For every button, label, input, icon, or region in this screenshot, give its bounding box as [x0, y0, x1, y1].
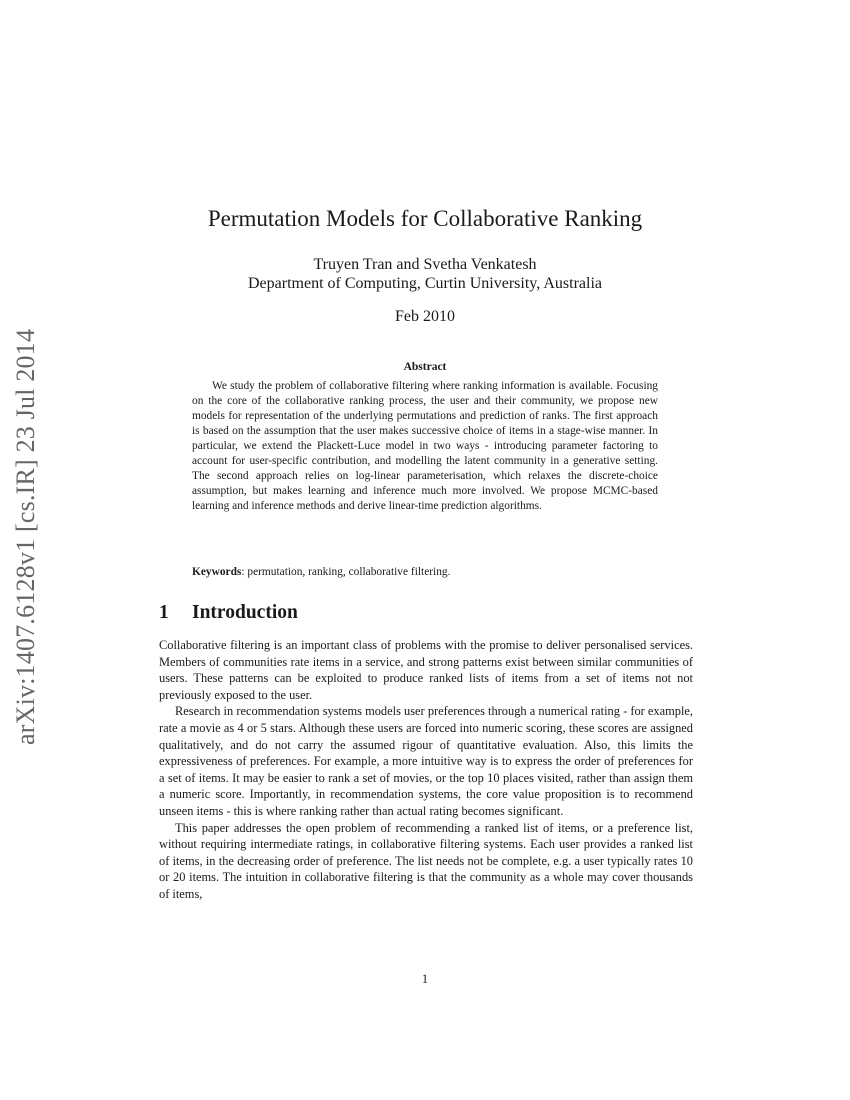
arxiv-identifier: arXiv:1407.6128v1 [cs.IR] 23 Jul 2014 — [11, 328, 40, 745]
paper-date: Feb 2010 — [395, 308, 455, 325]
paper-title: Permutation Models for Collaborative Ranking — [207, 206, 643, 231]
keywords-label: Keywords — [192, 566, 242, 578]
body-paragraph-2: Research in recommendation systems models user preferences through a numerical rating - for example, rate a movie as 4 or 5 stars. Although these users are forced into numeric scoring, these scores are assigned qualitatively, and do not carry the assumed rigour of quantitative evaluation. Also, this limits the expressiveness of preferences. For example, a more intuitive way is to express the order of preferences for a set of items. It may be easier to rank a set of movies, or the top 10 places visited, rather than assign them a numeric score. Importantly, in recommendation systems, the core value proposition is to recommend unseen items - this is where ranking rather than actual rating becomes significant. — [159, 704, 693, 818]
section-title: Introduction — [192, 602, 298, 623]
abstract-heading: Abstract — [403, 361, 447, 373]
section-heading-introduction — [159, 602, 298, 624]
author-affiliation: Department of Computing, Curtin University, Australia — [247, 275, 603, 292]
section-number: 1 — [159, 602, 169, 623]
paper-authors: Truyen Tran and Svetha Venkatesh — [313, 256, 537, 273]
body-paragraph-3: This paper addresses the open problem of recommending a ranked list of items, or a preference list, without requiring intermediate ratings, in collaborative filtering systems. Each user provides a ranked list of items, in the decreasing order of preference. The list needs not be complete, e.g. a user typically rates 10 or 20 items. The intuition in collaborative filtering is that the community as a whole may cover thousands of items, — [159, 820, 693, 901]
keywords-line — [192, 565, 658, 580]
abstract-text: We study the problem of collaborative filtering where ranking information is available. Focusing on the core of the collaborative ranking process, the user and their community, we propose new models for representation of the underlying permutations and prediction of ranks. The first approach is based on the assumption that the user makes successive choice of items in a stage-wise manner. In particular, we extend the Plackett-Luce model in two ways - introducing parameter factoring to account for user-specific contribution, and modelling the latent community in a generative setting. The second approach relies on log-linear parameterisation, which relaxes the discrete-choice assumption, but makes learning and inference much more involved. We propose MCMC-based learning and inference methods and derive linear-time prediction algorithms. — [192, 380, 658, 512]
body-paragraph-1: Collaborative filtering is an important class of problems with the promise to deliver personalised services. Members of communities rate items in a service, and strong patterns exist between similar communities of users. These patterns can be exploited to produce ranked lists of items from a set of items not not previously exposed to the user. — [159, 638, 693, 702]
introduction-body — [159, 637, 693, 903]
keywords-text: : permutation, ranking, collaborative filtering. — [241, 566, 451, 578]
page-number: 1 — [421, 972, 429, 986]
